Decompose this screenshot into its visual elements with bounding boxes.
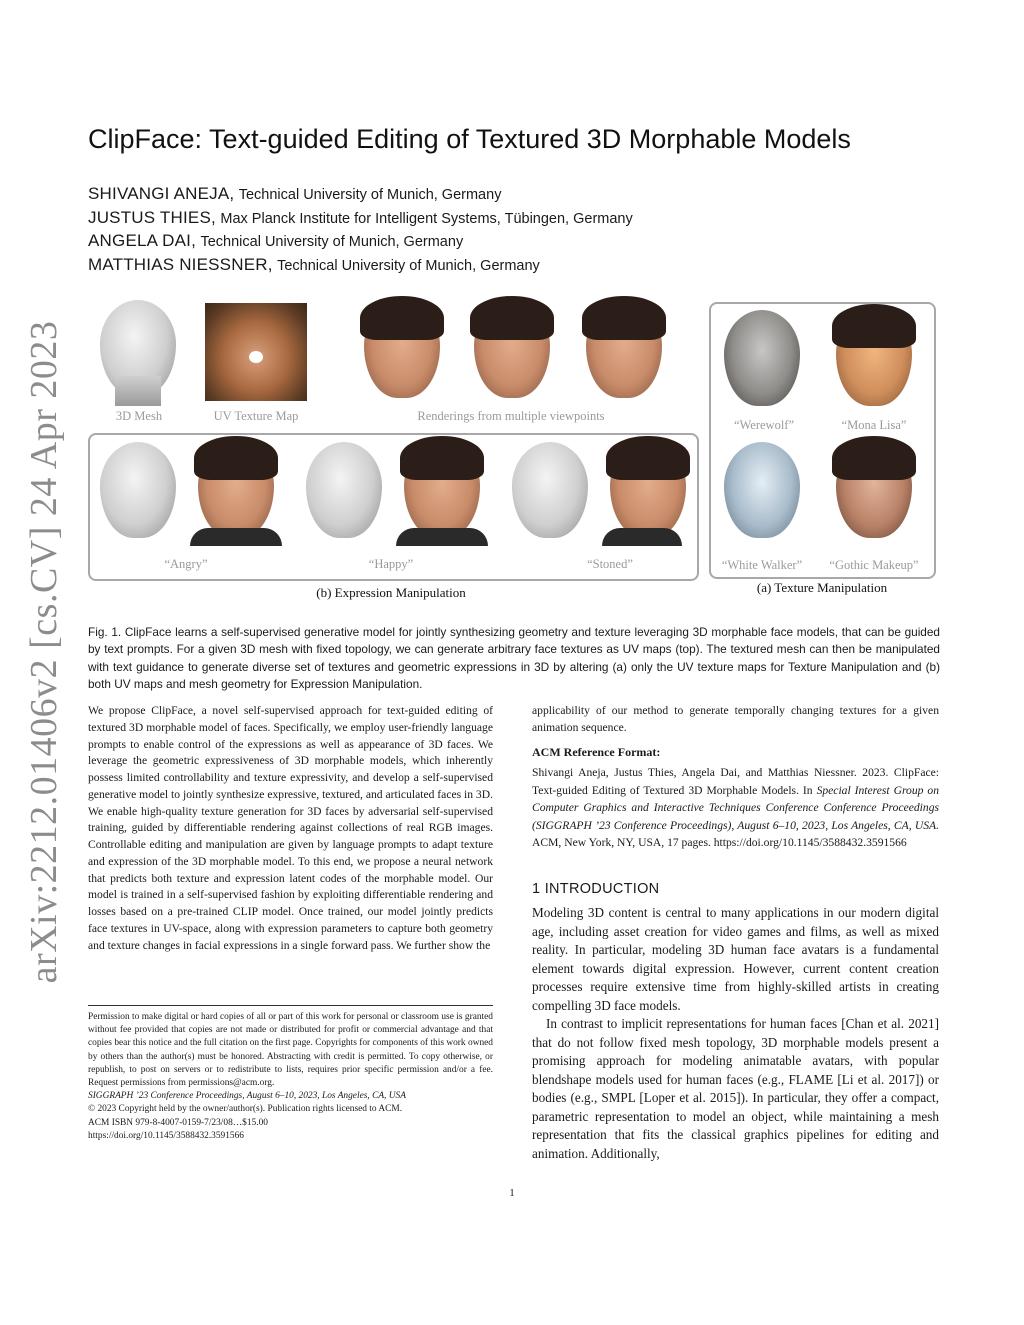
intro-paragraph: Modeling 3D content is central to many applications in our modern digital age, including asset creation for video games and films, as well as mixed reality. In particular, modeling 3D human face avatars is a fundamental element towards digital expression. However, current content creation processes require extensive time from highly-skilled artists in creating compelling 3D face models. [532, 905, 939, 1013]
face-render-view-3 [586, 302, 662, 398]
expression-manipulation-caption: (b) Expression Manipulation [316, 585, 466, 600]
angry-label: “Angry” [164, 557, 208, 571]
acm-reference-heading: ACM Reference Format: [532, 745, 661, 759]
gothic-makeup-label: “Gothic Makeup” [829, 558, 919, 572]
acm-ref-publisher: ACM, New York, NY, USA, 17 pages. https://doi.org/10.1145/3588432.3591566 [532, 836, 907, 850]
figure-caption: Fig. 1. ClipFace learns a self-supervised generative model for jointly synthesizing geometry and texture leveraging 3D morphable face models, that can be guided by text prompts. For a given 3D mesh with fixed topology, we can generate arbitrary face textures as UV maps (top). The textured mesh can then be manipulated with text guidance to generate diverse set of textures and geometric expressions in 3D by altering (a) only the UV texture maps for Texture Manipulation and (b) both UV maps and mesh geometry for Expression Manipulation. [88, 625, 940, 692]
stoned-mesh [512, 442, 588, 538]
permission-notice [88, 1011, 493, 1143]
stoned-label: “Stoned” [587, 557, 633, 571]
happy-label: “Happy” [368, 557, 414, 571]
happy-shirt [396, 528, 488, 546]
author-name: ANGELA DAI, [88, 231, 197, 250]
arxiv-stamp: arXiv:2212.01406v2 [cs.CV] 24 Apr 2023 [23, 320, 65, 984]
author-line [88, 253, 948, 277]
author-affiliation: Max Planck Institute for Intelligent Systems, Tübingen, Germany [220, 210, 633, 227]
author-list [88, 182, 948, 276]
face-render-view-2 [474, 302, 550, 398]
acm-ref-authors: Shivangi Aneja, Justus Thies, Angela Dai, and Matthias Niessner. 2023. [532, 766, 889, 779]
angry-mesh [100, 442, 176, 538]
author-affiliation: Technical University of Munich, Germany [238, 187, 502, 203]
stoned-shirt [602, 528, 682, 546]
paper-title: ClipFace: Text-guided Editing of Textured 3D Morphable Models [88, 124, 851, 154]
gothic-makeup-face [836, 442, 912, 538]
footnote-rule [88, 1005, 493, 1006]
author-line [88, 229, 948, 253]
werewolf-label: “Werewolf” [733, 418, 795, 432]
section-heading-introduction: 1 INTRODUCTION [532, 881, 660, 897]
author-name: JUSTUS THIES, [88, 207, 216, 227]
stoned-face [610, 442, 686, 538]
mona-lisa-face [836, 310, 912, 406]
angry-face [198, 442, 274, 538]
texture-manipulation-caption: (a) Texture Manipulation [756, 580, 888, 595]
acm-reference [532, 764, 939, 852]
angry-shirt [190, 528, 282, 546]
page-number: 1 [509, 1187, 515, 1199]
author-affiliation: Technical University of Munich, Germany [200, 234, 464, 250]
happy-mesh [306, 442, 382, 538]
uv-map-hole [249, 351, 263, 363]
introduction-body [532, 904, 939, 1163]
white-walker-face [724, 442, 800, 538]
doi-link[interactable]: https://doi.org/10.1145/3588432.3591566 [88, 1130, 244, 1141]
copyright-line: © 2023 Copyright held by the owner/author(s). Publication rights licensed to ACM. [88, 1104, 403, 1115]
uv-texture-map [205, 303, 307, 401]
conference-line: SIGGRAPH ’23 Conference Proceedings, August 6–10, 2023, Los Angeles, CA, USA [88, 1091, 406, 1102]
abstract-text: We propose ClipFace, a novel self-supervised approach for text-guided editing of textured 3D morphable model of faces. Specifically, we employ user-friendly language prompts to enable control of the expressions as well as appearance of 3D faces. We leverage the geometric expressiveness of 3D morphable models, which inherently possess limited controllability and texture expressivity, and develop a self-supervised generative model to jointly synthesize expressive, textured, and articulated faces in 3D. We enable high-quality texture generation for 3D faces by adversarial self-supervised training, guided by differentiable rendering against collections of real RGB images. Controllable editing and manipulation are given by language prompts to adapt texture and expression of the 3D morphable model. To this end, we propose a neural network that predicts both texture and expression latent codes of the morphable model. Our model is trained in a self-supervised fashion by exploiting differentiable rendering and losses based on a pre-trained CLIP model. Once trained, our model jointly predicts face textures in UV-space, along with expression parameters to capture both geometry and texture changes in facial expressions in a single forward pass. We further show the [88, 704, 494, 952]
white-walker-label: “White Walker” [721, 558, 803, 572]
mesh-label: 3D Mesh [115, 409, 163, 423]
author-name: MATTHIAS NIESSNER, [88, 254, 273, 274]
renderings-label: Renderings from multiple viewpoints [417, 409, 605, 423]
author-line [88, 206, 948, 230]
acm-ref-paper: ClipFace: Text-guided Editing of Textured 3D Morphable Models. In [532, 766, 939, 797]
abstract-continuation: applicability of our method to generate temporally changing textures for a given animation sequence. [532, 704, 939, 734]
intro-paragraph: In contrast to implicit representations for human faces [Chan et al. 2021] that do not follow fixed mesh topology, 3D morphable models present a promising approach for modeling animatable avatars, with popular blendshape models used for human faces (e.g., FLAME [Li et al. 2017]) or bodies (e.g., SMPL [Loper et al. 2015]). In particular, they offer a compact, parametric representation to model an object, while maintaining a mesh representation that fits the classical graphics pipelines for editing and animation. Additionally, [532, 1016, 939, 1161]
werewolf-face [724, 310, 800, 406]
uv-label: UV Texture Map [213, 409, 299, 423]
face-render-view-1 [364, 302, 440, 398]
author-name: SHIVANGI ANEJA, [88, 184, 235, 203]
isbn-line: ACM ISBN 979-8-4007-0159-7/23/08…$15.00 [88, 1117, 268, 1128]
acm-ref-venue: Special Interest Group on Computer Graphics and Interactive Techniques Conference Conference Proceedings (SIGGRAPH ’23 Conference Proceedings), August 6–10, 2023, Los Angeles, CA, USA. [532, 783, 939, 832]
mesh-neck [115, 376, 161, 406]
author-line [88, 182, 948, 206]
author-affiliation: Technical University of Munich, Germany [277, 257, 540, 274]
happy-face [404, 442, 480, 538]
permission-text: Permission to make digital or hard copies of all or part of this work for personal or classroom use is granted without fee provided that copies are not made or distributed for profit or commercial advantage and that copies bear this notice and the full citation on the first page. Copyrights for components of this work owned by others than the author(s) must be honored. Abstracting with credit is permitted. To copy otherwise, or republish, to post on servers or to redistribute to lists, requires prior specific permission and/or a fee. Request permissions from permissions@acm.org. [88, 1012, 493, 1089]
mona-lisa-label: “Mona Lisa” [841, 418, 907, 432]
